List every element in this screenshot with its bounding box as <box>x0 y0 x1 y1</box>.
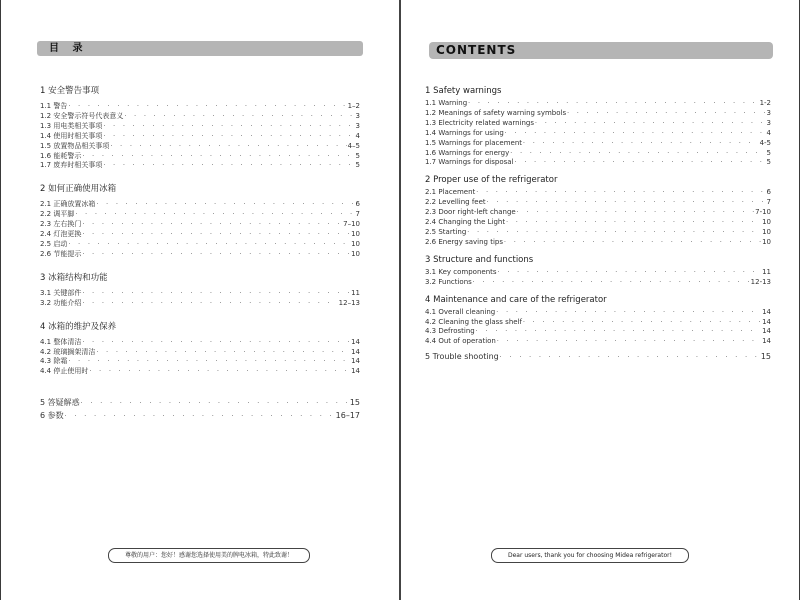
toc-entry <box>40 142 360 152</box>
toc-entry-page: 10 <box>762 237 771 246</box>
toc-dot-leader <box>96 349 350 358</box>
toc-entry-label: 3.1 Key components <box>425 267 497 276</box>
toc-dot-leader <box>500 352 760 364</box>
toc-section-title: 4 冰箱的维护及保养 <box>40 321 117 332</box>
toc-entry-label: 2.1 Placement <box>425 188 476 197</box>
toc-entry-page: 1–2 <box>347 102 360 110</box>
toc-entry-label: 5 答疑解惑 <box>40 398 80 408</box>
toc-entry <box>40 338 360 348</box>
toc-entry-page: 14 <box>762 327 771 336</box>
toc-entry <box>40 230 360 240</box>
toc-entry-label: 1.2 安全警示符号代表意义 <box>40 111 124 120</box>
toc-entry-label: 4.1 Overall cleaning <box>425 307 496 316</box>
toc-entry-label: 4.2 玻璃搁架清洁 <box>40 347 96 356</box>
toc-dot-leader <box>82 300 337 309</box>
toc-entry-page: 11 <box>351 288 360 297</box>
toc-entry-page: 16–17 <box>335 411 360 421</box>
toc-entry-page: 14 <box>762 317 771 326</box>
toc-entry-page: 5 <box>766 158 771 167</box>
toc-entry-page: 5 <box>766 148 771 157</box>
toc-entry <box>425 238 771 248</box>
toc-entry-page: 10 <box>351 239 360 248</box>
toc-entry <box>425 318 771 328</box>
contents-header-cn <box>37 41 363 56</box>
toc-en <box>425 86 771 364</box>
toc-dot-leader <box>65 411 335 423</box>
toc-entry-page: 7–10 <box>343 220 360 229</box>
toc-entry-page: 4–5 <box>347 141 360 150</box>
toc-entry-label: 2.3 Door right-left change <box>425 208 516 217</box>
toc-entry-page: 10 <box>762 227 771 236</box>
toc-entry <box>425 158 771 168</box>
toc-entry <box>425 129 771 139</box>
toc-entry-label: 3.2 功能介绍 <box>40 298 82 307</box>
toc-chapter-entry <box>40 397 360 410</box>
toc-entry <box>40 102 360 112</box>
toc-entry-page: 3 <box>355 111 360 120</box>
toc-dot-leader <box>487 199 766 208</box>
toc-entry-page: 4 <box>355 131 360 140</box>
toc-entry-page: 3 <box>766 108 771 117</box>
toc-entry-page: 14 <box>351 357 360 366</box>
toc-entry-page: 4 <box>766 128 771 137</box>
toc-dot-leader <box>103 123 354 132</box>
toc-chapter-entry <box>40 410 360 423</box>
toc-dot-leader <box>496 309 761 318</box>
toc-dot-leader <box>82 251 350 260</box>
contents-header-en <box>429 42 773 59</box>
toc-entry-label: 3.1 关键部件 <box>40 288 82 297</box>
toc-entry <box>425 119 771 129</box>
toc-entry-page: 10 <box>351 230 360 239</box>
toc-entry <box>40 112 360 122</box>
toc-entry-label: 2.5 Starting <box>425 227 467 236</box>
page-right-english <box>401 0 801 600</box>
toc-entry <box>425 278 771 288</box>
toc-dot-leader <box>81 398 349 410</box>
toc-dot-leader <box>523 319 761 328</box>
toc-entry <box>40 357 360 367</box>
toc-section-title: 4 Maintenance and care of the refrigerator <box>425 294 607 305</box>
toc-dot-leader <box>517 209 754 218</box>
toc-entry <box>425 109 771 119</box>
toc-dot-leader <box>96 201 354 210</box>
toc-entry-label: 4.1 整体清洁 <box>40 337 82 346</box>
toc-entry-label: 1.5 放置物品相关事项 <box>40 141 110 150</box>
toc-entry-label: 6 参数 <box>40 411 64 421</box>
contents-header-en-text: CONTENTS <box>436 43 517 57</box>
toc-entry-label: 2.6 Energy saving tips <box>425 237 503 246</box>
toc-entry-page: 12-13 <box>750 277 771 286</box>
toc-entry-label: 2.2 Levelling feet <box>425 198 486 207</box>
toc-entry-label: 1.7 废弃时相关事项 <box>40 161 103 170</box>
toc-dot-leader <box>110 143 346 152</box>
toc-cn <box>40 86 360 423</box>
toc-entry-label: 4.3 Defrosting <box>425 327 475 336</box>
toc-entry-page: 14 <box>351 347 360 356</box>
toc-entry-label: 2.5 启动 <box>40 239 68 248</box>
toc-entry-label: 1.4 使用时相关事项 <box>40 131 103 140</box>
toc-section-title: 1 安全警告事项 <box>40 86 100 96</box>
toc-entry-label: 1.2 Meanings of safety warning symbols <box>425 108 567 117</box>
toc-dot-leader <box>82 290 350 299</box>
toc-entry-page: 15 <box>349 398 360 408</box>
toc-dot-leader <box>515 159 766 168</box>
toc-entry <box>40 220 360 230</box>
toc-entry <box>425 188 771 198</box>
toc-entry-label: 4.4 Out of operation <box>425 337 496 346</box>
toc-entry-page: 7 <box>766 198 771 207</box>
toc-entry-label: 1.6 能耗警示 <box>40 151 82 160</box>
toc-entry <box>425 99 771 109</box>
toc-section-title: 2 Proper use of the refrigerator <box>425 175 558 186</box>
toc-dot-leader <box>89 368 350 377</box>
toc-dot-leader <box>68 103 346 112</box>
toc-entry <box>425 268 771 278</box>
toc-entry <box>40 299 360 309</box>
toc-entry-label: 2.4 灯泡更换 <box>40 230 82 239</box>
toc-section-title: 2 如何正确使用冰箱 <box>40 184 117 195</box>
toc-entry-label: 4.2 Cleaning the glass shelf <box>425 317 522 326</box>
toc-entry-page: 11 <box>762 267 771 276</box>
toc-entry <box>425 228 771 238</box>
toc-entry-page: 14 <box>351 337 360 346</box>
toc-entry-label: 1.4 Warnings for using <box>425 128 504 137</box>
toc-entry <box>40 240 360 250</box>
toc-entry-page: 10 <box>351 249 360 258</box>
toc-dot-leader <box>505 130 766 139</box>
toc-entry-label: 5 Trouble shooting <box>425 352 499 362</box>
toc-dot-leader <box>476 328 761 337</box>
toc-entry-label: 3.2 Functions <box>425 277 472 286</box>
toc-entry-label: 2.3 左右换门 <box>40 220 82 229</box>
toc-entry <box>40 161 360 171</box>
toc-entry <box>425 218 771 228</box>
toc-entry-label: 1.3 用电类相关事项 <box>40 121 103 130</box>
toc-entry-page: 14 <box>762 307 771 316</box>
toc-dot-leader <box>468 100 758 109</box>
toc-dot-leader <box>473 279 750 288</box>
toc-dot-leader <box>504 239 761 248</box>
toc-dot-leader <box>82 153 354 162</box>
toc-entry-page: 3 <box>355 121 360 130</box>
toc-entry <box>40 250 360 260</box>
toc-entry-page: 7 <box>355 210 360 219</box>
toc-section-title: 3 冰箱结构和功能 <box>40 272 108 283</box>
toc-entry-label: 1.3 Electricity related warnings <box>425 118 535 127</box>
toc-entry <box>40 210 360 220</box>
toc-dot-leader <box>510 150 765 159</box>
toc-entry <box>40 200 360 210</box>
toc-dot-leader <box>103 162 354 171</box>
toc-entry-page: 6 <box>766 188 771 197</box>
toc-dot-leader <box>124 113 354 122</box>
toc-entry-label: 1.1 警告 <box>40 102 68 110</box>
toc-entry-label: 4.3 除霜 <box>40 357 68 366</box>
toc-entry-label: 2.2 调平脚 <box>40 210 75 219</box>
toc-entry-page: 4-5 <box>759 138 771 147</box>
toc-entry-label: 1.5 Warnings for placement <box>425 138 522 147</box>
toc-section-title: 3 Structure and functions <box>425 254 534 265</box>
toc-entry <box>425 327 771 337</box>
toc-entry-page: 15 <box>760 352 771 362</box>
toc-entry <box>40 348 360 358</box>
toc-entry <box>40 367 360 377</box>
toc-entry-label: 1.6 Warnings for energy <box>425 148 510 157</box>
toc-dot-leader <box>68 241 350 250</box>
toc-dot-leader <box>523 140 759 149</box>
toc-dot-leader <box>467 229 761 238</box>
toc-entry-label: 1.7 Warnings for disposal <box>425 158 514 167</box>
toc-entry-page: 14 <box>351 367 360 376</box>
toc-dot-leader <box>75 211 354 220</box>
toc-entry <box>40 122 360 132</box>
toc-entry-label: 4.4 停止使用时 <box>40 367 89 376</box>
toc-dot-leader <box>68 358 350 367</box>
toc-entry-label: 2.6 节能提示 <box>40 249 82 258</box>
toc-entry <box>40 289 360 299</box>
toc-entry-page: 10 <box>762 218 771 227</box>
toc-entry-page: 14 <box>762 337 771 346</box>
toc-entry <box>40 132 360 142</box>
toc-entry-page: 3 <box>766 118 771 127</box>
contents-header-cn-text: 目 录 <box>49 43 88 54</box>
toc-entry-label: 1.1 Warning <box>425 99 468 107</box>
toc-dot-leader <box>497 338 761 347</box>
greeting-note-cn: 尊敬的用户：您好！感谢您选择使用美的牌电冰箱，特此致谢！ <box>108 548 310 563</box>
page-left-chinese <box>0 0 400 600</box>
toc-dot-leader <box>82 221 342 230</box>
toc-dot-leader <box>567 110 765 119</box>
toc-entry-page: 7-10 <box>755 208 771 217</box>
toc-dot-leader <box>103 133 354 142</box>
greeting-note-en: Dear users, thank you for choosing Midea refrigerator! <box>491 548 689 563</box>
toc-entry-page: 5 <box>355 161 360 170</box>
toc-entry-label: 2.4 Changing the Light <box>425 218 506 227</box>
toc-entry <box>425 139 771 149</box>
toc-section-title: 1 Safety warnings <box>425 86 502 96</box>
toc-entry-page: 5 <box>355 151 360 160</box>
toc-dot-leader <box>476 189 765 198</box>
toc-entry <box>425 198 771 208</box>
toc-entry-page: 12–13 <box>338 298 360 307</box>
toc-entry <box>40 152 360 162</box>
toc-entry-label: 2.1 正确放置冰箱 <box>40 200 96 209</box>
toc-entry-page: 1-2 <box>759 99 771 107</box>
toc-dot-leader <box>535 120 766 129</box>
toc-dot-leader <box>82 231 350 240</box>
toc-dot-leader <box>506 219 761 228</box>
toc-entry <box>425 337 771 347</box>
toc-entry-page: 6 <box>355 200 360 209</box>
toc-dot-leader <box>498 269 762 278</box>
toc-entry <box>425 149 771 159</box>
toc-entry <box>425 308 771 318</box>
toc-entry <box>425 208 771 218</box>
toc-chapter-entry <box>425 351 771 364</box>
toc-dot-leader <box>82 339 350 348</box>
